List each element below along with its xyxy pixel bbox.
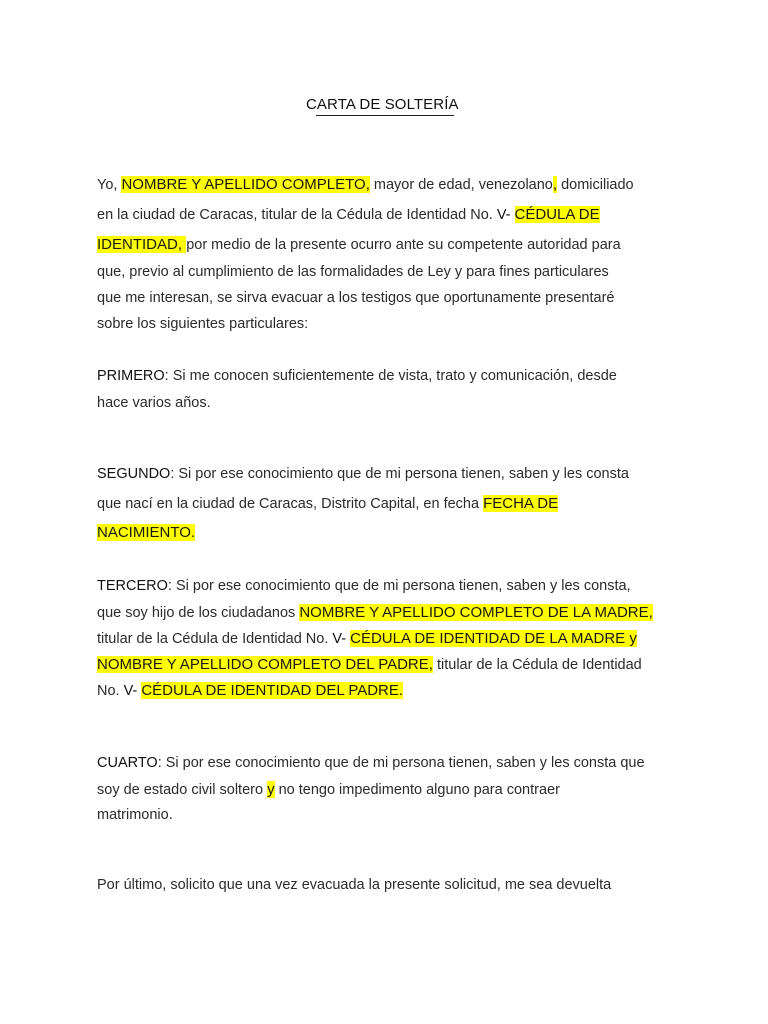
intro-line-1: Yo, NOMBRE Y APELLIDO COMPLETO, mayor de edad, venezolano, domiciliado xyxy=(97,176,634,193)
placeholder-father-name: NOMBRE Y APELLIDO COMPLETO DEL PADRE, xyxy=(97,656,433,673)
placeholder-id-number: CÉDULA DE xyxy=(514,206,600,223)
intro-line-4: que, previo al cumplimiento de las formalidades de Ley y para fines particulares xyxy=(97,264,609,280)
cuarto-label: CUARTO xyxy=(97,755,158,771)
intro-line-6: sobre los siguientes particulares: xyxy=(97,316,309,332)
intro-line-2: en la ciudad de Caracas, titular de la Cédula de Identidad No. V- CÉDULA DE xyxy=(97,206,600,223)
placeholder-mother-name: NOMBRE Y APELLIDO COMPLETO DE LA MADRE, xyxy=(299,604,653,621)
primero-label: PRIMERO xyxy=(97,368,165,384)
placeholder-father-id: CÉDULA DE IDENTIDAD DEL PADRE. xyxy=(141,682,404,699)
placeholder-mother-id: CÉDULA DE IDENTIDAD DE LA MADRE y xyxy=(350,630,637,647)
tercero-label: TERCERO xyxy=(97,578,168,594)
placeholder-birth-date: FECHA DE xyxy=(483,495,559,512)
intro-line-3: IDENTIDAD, por medio de la presente ocurro ante su competente autoridad para xyxy=(97,236,621,253)
title-underline xyxy=(316,115,454,116)
document-page: CARTA DE SOLTERÍA Yo, NOMBRE Y APELLIDO COMPLETO, mayor de edad, venezolano, domiciliado en la ciudad de Caracas, titular de la Cédula de Identidad No. V- CÉDULA DE IDENTIDAD, por medio de la presente ocurro ante su competente autoridad para que, previo al cumplimiento de las formalidades de Ley y para fines particulares que me interesan, se sirva evacuar a los testigos que oportunamente presentaré sobre los siguientes particulares: PRIMERO: Si me conocen suficientemente de vista, trato y comunicación, desde hace varios años. SEGUNDO: Si por ese conocimiento que de mi persona tienen, saben y les consta que nací en la ciudad de Caracas, Distrito Capital, en fecha FECHA DE NACIMIENTO. TERCERO: Si por ese conocimiento que de mi persona tienen, saben y les consta, que soy hijo de los ciudadanos NOMBRE Y APELLIDO COMPLETO DE LA MADRE, titular de la Cédula de Identidad No. V- CÉDULA DE IDENTIDAD DE LA MADRE y NOMBRE Y APELLIDO COMPLETO DEL PADRE, titular de la Cédula de Identidad No. V- CÉDULA DE IDENTIDAD DEL PADRE. CUARTO: Si por ese conocimiento que de mi persona tienen, saben y les consta que soy de estado civil soltero y no tengo impedimento alguno para contraer matrimonio. Por último, solicito que una vez evacuada la presente solicitud, me sea devuelta xyxy=(97,96,653,893)
intro-line-5: que me interesan, se sirva evacuar a los testigos que oportunamente presentaré xyxy=(97,290,615,306)
placeholder-full-name: NOMBRE Y APELLIDO COMPLETO, xyxy=(121,176,370,193)
segundo-label: SEGUNDO xyxy=(97,466,171,482)
document-title: CARTA DE SOLTERÍA xyxy=(306,96,459,113)
